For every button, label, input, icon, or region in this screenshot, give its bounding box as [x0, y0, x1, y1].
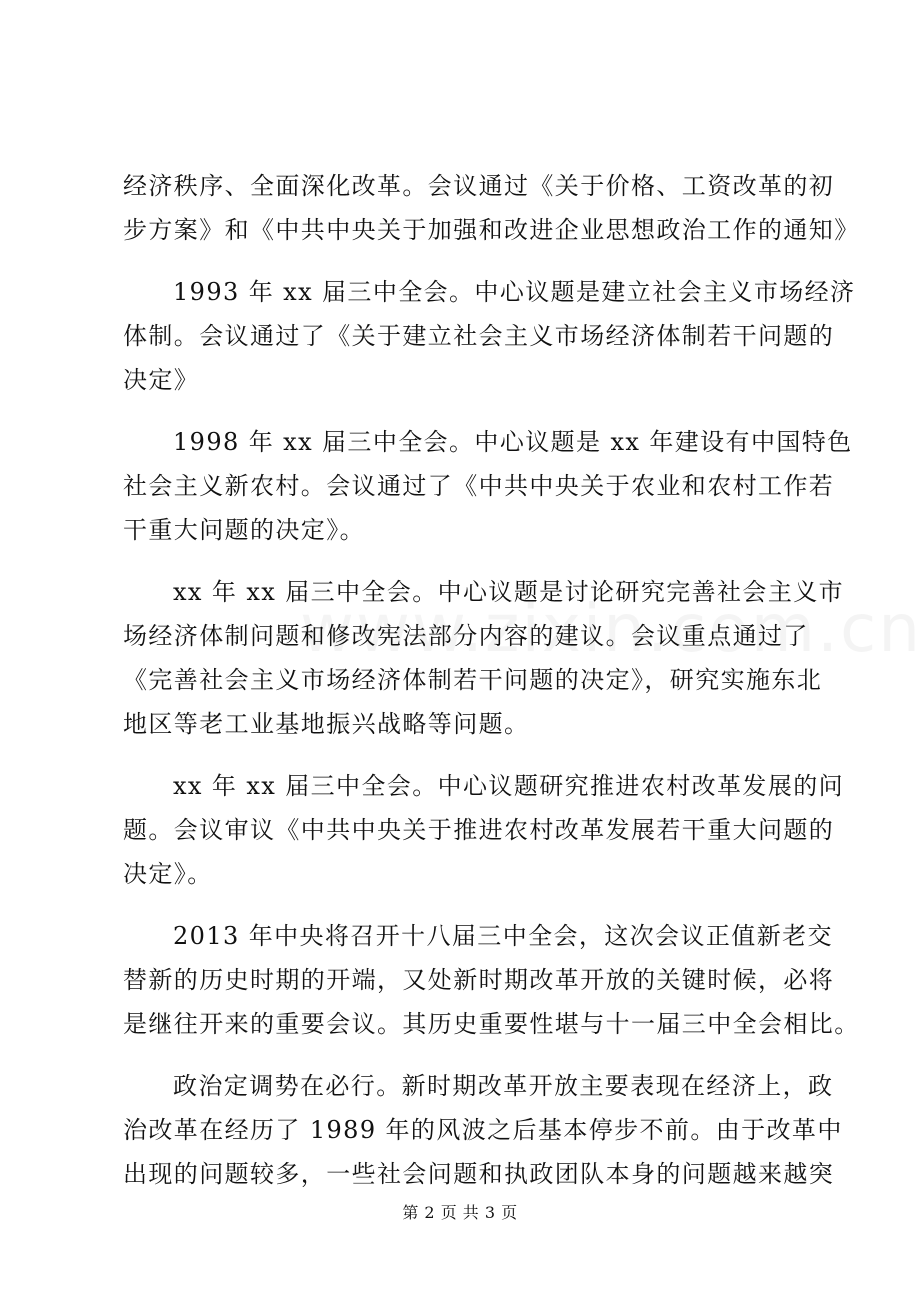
text-line: 干重大问题的决定》。: [123, 516, 365, 544]
text-line: 场经济体制问题和修改宪法部分内容的建议。会议重点通过了: [123, 622, 809, 650]
text-line: 替新的历史时期的开端，又处新时期改革开放的关键时候，必将: [123, 966, 835, 994]
text-line: 社会主义新农村。会议通过了《中共中央关于农业和农村工作若: [123, 472, 835, 500]
text-line: 题。会议审议《中共中央关于推进农村改革发展若干重大问题的: [123, 816, 835, 844]
text-line: 治改革在经历了 1989 年的风波之后基本停步不前。由于改革中: [123, 1116, 843, 1144]
text-line: 政治定调势在必行。新时期改革开放主要表现在经济上，政: [173, 1072, 834, 1100]
text-line: 经济秩序、全面深化改革。会议通过《关于价格、工资改革的初: [123, 172, 835, 200]
paragraph: [123, 164, 860, 252]
text-line: 出现的问题较多，一些社会问题和执政团队本身的问题越来越突: [123, 1160, 835, 1188]
text-line: 1998 年 xx 届三中全会。中心议题是 xx 年建设有中国特色: [173, 428, 853, 456]
page-footer: 第 2 页 共 3 页: [402, 1203, 518, 1222]
text-line: 决定》: [123, 366, 200, 394]
document-body: [123, 164, 860, 1214]
text-line: 体制。会议通过了《关于建立社会主义市场经济体制若干问题的: [123, 322, 835, 350]
paragraph: [123, 270, 856, 402]
paragraph: [123, 1064, 843, 1196]
paragraph: [123, 420, 853, 552]
text-line: xx 年 xx 届三中全会。中心议题研究推进农村改革发展的问: [173, 772, 845, 800]
text-line: 地区等老工业基地振兴战略等问题。: [123, 710, 530, 738]
text-line: 2013 年中央将召开十八届三中全会，这次会议正值新老交: [173, 922, 833, 950]
paragraph: [123, 914, 860, 1046]
text-line: 决定》。: [123, 860, 213, 888]
paragraph: [123, 570, 845, 746]
text-line: xx 年 xx 届三中全会。中心议题是讨论研究完善社会主义市: [173, 578, 845, 606]
paragraph: [123, 764, 845, 896]
text-line: 《完善社会主义市场经济体制若干问题的决定》，研究实施东北: [123, 666, 823, 694]
text-line: 是继往开来的重要会议。其历史重要性堪与十一届三中全会相比。: [123, 1010, 860, 1038]
text-line: 步方案》和《中共中央关于加强和改进企业思想政治工作的通知》: [123, 216, 860, 244]
text-line: 1993 年 xx 届三中全会。中心议题是建立社会主义市场经济: [173, 278, 856, 306]
